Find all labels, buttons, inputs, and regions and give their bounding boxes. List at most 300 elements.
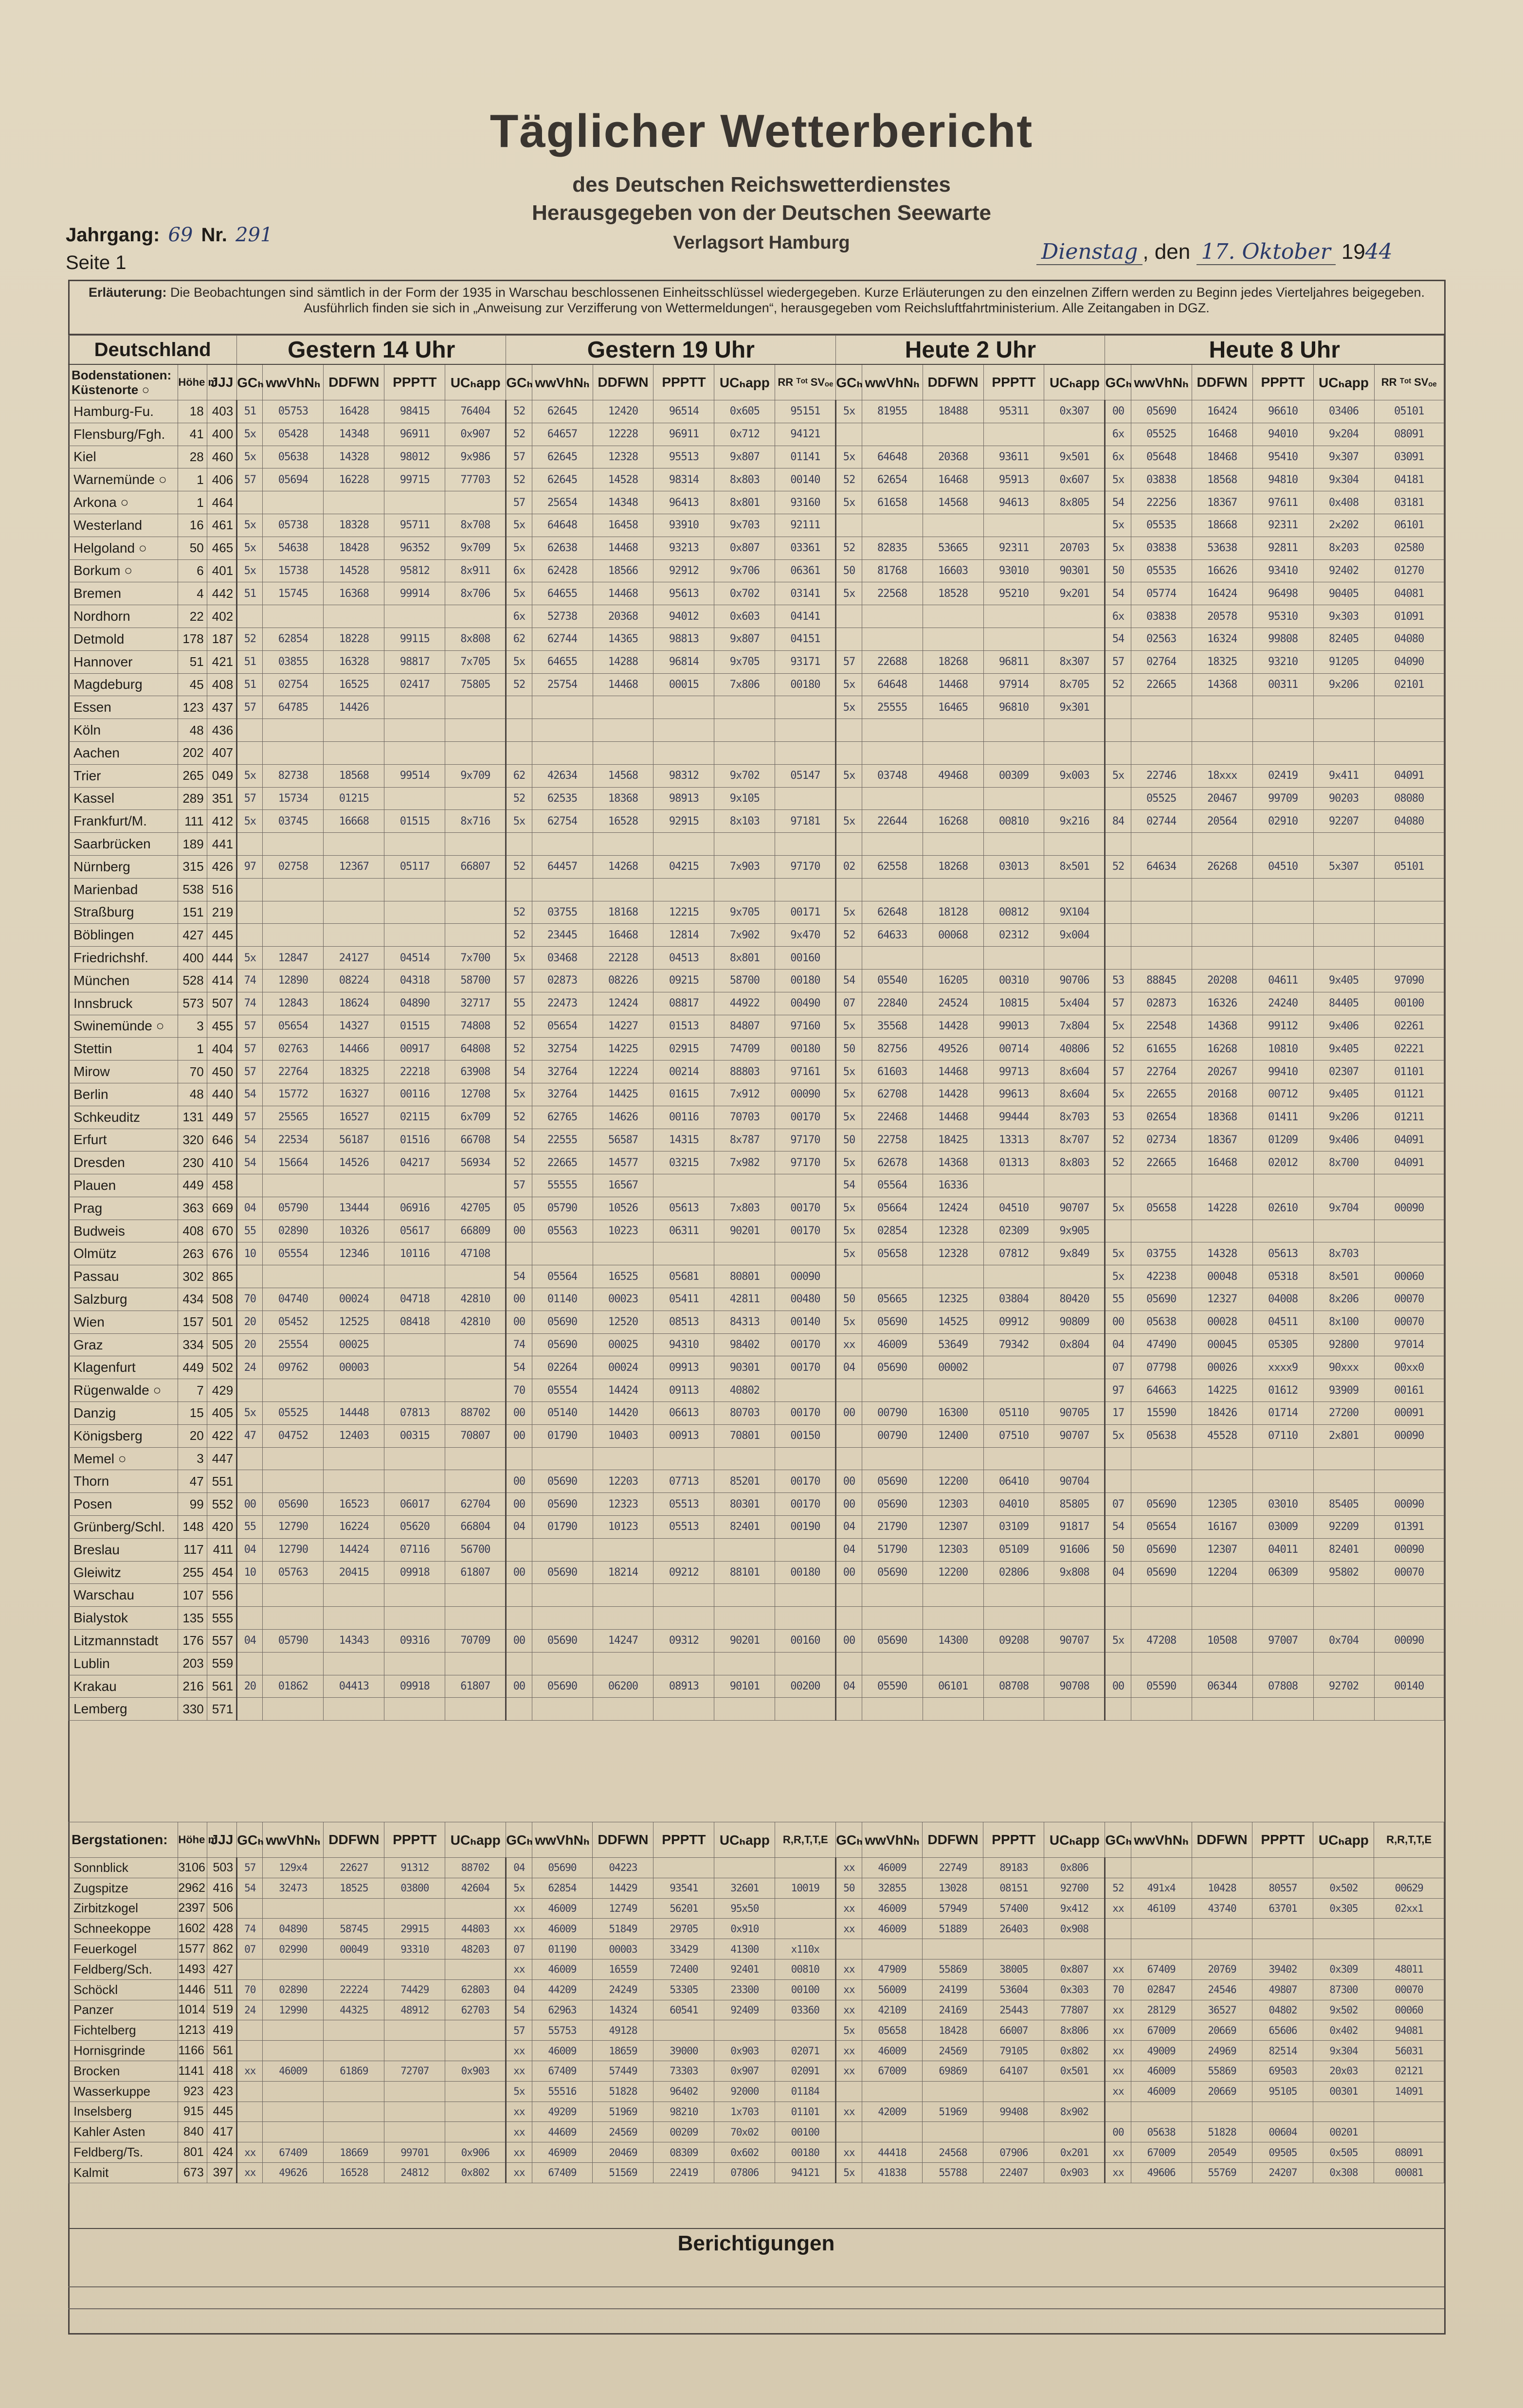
obs-cell-g19: xx [506,2122,532,2142]
obs-cell-g19: 05513 [653,1493,714,1516]
obs-cell-h8: 03755 [1131,1242,1192,1265]
obs-cell-h2 [836,1652,862,1675]
obs-cell-g14: 99701 [384,2142,445,2163]
station-hoehe: 203 [178,1652,207,1675]
obs-cell-g19: 57 [506,2020,532,2041]
obs-cell-h8: 6x [1105,423,1131,446]
obs-cell-h2 [923,719,983,742]
obs-cell-h8: 22665 [1131,1151,1192,1174]
table-row [69,1038,1444,1060]
obs-cell-g19: 51969 [593,2102,653,2122]
station-hoehe: 334 [178,1333,207,1356]
station-hoehe: 255 [178,1561,207,1584]
mountain-station-jjj: 503 [207,1858,236,1878]
obs-cell-h2 [983,719,1044,742]
station-jjj: 442 [207,582,236,605]
obs-cell-g14: 05525 [263,1402,324,1425]
obs-cell-g14: 05738 [263,514,324,537]
obs-cell-h8: 04510 [1252,855,1313,878]
obs-cell-g19: 10526 [593,1197,653,1220]
obs-cell-h2: 9x201 [1044,582,1105,605]
obs-cell-h2: 5x [836,446,862,468]
obs-cell-h8: 00045 [1192,1333,1252,1356]
obs-cell-g19: 08913 [653,1675,714,1698]
obs-cell-g14 [237,741,263,764]
obs-cell-g19: 92409 [714,2000,775,2020]
station-name: Graz [69,1333,178,1356]
obs-cell-g19 [775,1584,836,1607]
obs-cell-h8: 27200 [1313,1402,1374,1425]
mountain-station-jjj: 397 [207,2162,236,2183]
station-name: Salzburg [69,1288,178,1311]
obs-cell-g19: 5x [506,650,532,673]
obs-cell-h2: 5x [836,1083,862,1106]
obs-cell-g14 [324,741,384,764]
obs-cell-h2 [923,741,983,764]
obs-cell-h2: 20368 [923,446,983,468]
station-hoehe: 151 [178,901,207,924]
obs-cell-g19: 0x807 [714,537,775,559]
obs-cell-h2 [1044,1447,1105,1470]
obs-cell-h8: 92207 [1313,810,1374,833]
obs-cell-h8: 00060 [1374,2000,1444,2020]
obs-cell-h2 [862,719,923,742]
obs-cell-g19 [775,1242,836,1265]
obs-cell-h2 [862,1265,923,1288]
obs-cell-h8: 92702 [1313,1675,1374,1698]
obs-cell-h8 [1192,719,1252,742]
obs-cell-g19: 9x807 [714,446,775,468]
station-jjj: 429 [207,1379,236,1402]
obs-cell-h2 [862,833,923,856]
obs-cell-h8 [1192,1220,1252,1242]
obs-cell-g14 [263,1265,324,1288]
obs-cell-g19: 90301 [714,1356,775,1379]
obs-cell-h2: 00790 [862,1402,923,1425]
table-row [69,423,1444,446]
obs-cell-g14: 61807 [445,1561,506,1584]
obs-cell-g19: 98210 [653,2102,714,2122]
table-row [69,947,1444,970]
obs-cell-g14: 8x708 [445,514,506,537]
obs-cell-g14: 129x4 [263,1858,324,1878]
obs-cell-h8: 05690 [1131,1288,1192,1311]
obs-cell-g14: 6x709 [445,1106,506,1129]
obs-cell-g14: 14348 [324,423,384,446]
obs-cell-g19: 97170 [775,1151,836,1174]
obs-cell-h8: 05638 [1131,2122,1192,2142]
obs-cell-g19: 05563 [532,1220,593,1242]
obs-cell-h8: 08080 [1374,787,1444,810]
obs-cell-h2: 05540 [862,969,923,992]
station-name: Essen [69,696,178,719]
obs-cell-h2: 9x216 [1044,810,1105,833]
obs-cell-g19: 95613 [653,582,714,605]
obs-cell-h2: 5x [836,400,862,423]
column-header-row [69,364,1444,400]
col-gc: GCₕ [237,364,263,400]
obs-cell-g14 [324,1470,384,1493]
obs-cell-h8: 20208 [1192,969,1252,992]
obs-cell-h8: 9x406 [1313,1129,1374,1151]
station-hoehe: 3 [178,1447,207,1470]
obs-cell-h8: 15590 [1131,1402,1192,1425]
obs-cell-g19: 00170 [775,1493,836,1516]
obs-cell-g14: 54 [237,1151,263,1174]
obs-cell-h2: 99444 [983,1106,1044,1129]
obs-cell-h8: 24240 [1252,992,1313,1015]
obs-cell-h8: xx [1105,1959,1131,1979]
obs-cell-h8 [1192,1447,1252,1470]
obs-cell-h2: 12303 [923,1538,983,1561]
obs-cell-g14: 14328 [324,446,384,468]
obs-cell-g14 [445,1333,506,1356]
obs-cell-h2: 05690 [862,1561,923,1584]
obs-cell-h2 [983,1607,1044,1630]
obs-cell-h8: 03838 [1131,468,1192,491]
station-jjj: 460 [207,446,236,468]
obs-cell-g14: 93310 [384,1939,445,1959]
obs-cell-g19: 0x702 [714,582,775,605]
obs-cell-h2: 22568 [862,582,923,605]
obs-cell-h8 [1105,741,1131,764]
obs-cell-g14: 14466 [324,1038,384,1060]
col-ddfwn: DDFWN [1192,1822,1252,1858]
station-name: Warnemünde ○ [69,468,178,491]
obs-cell-h2: 02854 [862,1220,923,1242]
mountain-station-hoehe: 673 [178,2162,207,2183]
obs-cell-h8: 00090 [1374,1630,1444,1653]
obs-cell-g14 [445,491,506,514]
obs-cell-g19: 12520 [593,1311,653,1333]
obs-cell-h2 [836,2122,862,2142]
obs-cell-h8: 14368 [1192,673,1252,696]
obs-cell-h8: 8x501 [1313,1265,1374,1288]
obs-cell-h8: 92800 [1313,1333,1374,1356]
obs-cell-h8 [1374,1220,1444,1242]
table-row [69,1197,1444,1220]
obs-cell-h8: 18668 [1192,514,1252,537]
mountain-station-jjj: 561 [207,2041,236,2061]
obs-cell-h8: 00311 [1252,673,1313,696]
obs-cell-g19: 96413 [653,491,714,514]
obs-cell-h8: 00081 [1374,2162,1444,2183]
obs-cell-g14: 66807 [445,855,506,878]
obs-cell-h8 [1313,1939,1374,1959]
obs-cell-g19: 00160 [775,1630,836,1653]
obs-cell-g19: 04 [506,1979,532,2000]
obs-cell-h2: 0x607 [1044,468,1105,491]
obs-cell-h2: 95913 [983,468,1044,491]
mountain-station-hoehe: 1141 [178,2061,207,2081]
obs-cell-g19: 00003 [593,1939,653,1959]
obs-cell-h2 [923,1652,983,1675]
obs-cell-h8: 16424 [1192,400,1252,423]
obs-cell-g19: 57 [506,446,532,468]
obs-cell-g19: 05554 [532,1379,593,1402]
obs-cell-h2: 05110 [983,1402,1044,1425]
obs-cell-g19: 05690 [532,1333,593,1356]
group-header-row [69,336,1444,365]
obs-cell-g19: 52738 [532,605,593,628]
obs-cell-g14 [445,833,506,856]
obs-cell-h8: 05525 [1131,787,1192,810]
obs-cell-h2 [983,1939,1044,1959]
obs-cell-g14 [384,2122,445,2142]
obs-cell-g19: 52 [506,1151,532,1174]
obs-cell-h8: 14328 [1192,1242,1252,1265]
station-hoehe: 107 [178,1584,207,1607]
obs-cell-h8: 05638 [1131,1311,1192,1333]
col-ucapp: UCₕapp [1044,364,1105,400]
obs-cell-g19: 00200 [775,1675,836,1698]
obs-cell-h2: 93010 [983,559,1044,582]
obs-cell-h2: 05109 [983,1538,1044,1561]
obs-cell-h2: 22407 [983,2162,1044,2183]
obs-cell-h8: 5x [1105,1015,1131,1038]
station-hoehe: 99 [178,1493,207,1516]
obs-cell-h8: xx [1105,2000,1131,2020]
obs-cell-g19: 01790 [532,1516,593,1539]
station-name: Nürnberg [69,855,178,878]
station-name: Böblingen [69,924,178,947]
obs-cell-h2 [983,628,1044,650]
obs-cell-h8: 07798 [1131,1356,1192,1379]
obs-cell-g19 [532,741,593,764]
obs-cell-g14 [263,901,324,924]
table-row [69,1015,1444,1038]
obs-cell-g19 [775,719,836,742]
obs-cell-g14: 55 [237,1220,263,1242]
obs-cell-h2: 00810 [983,810,1044,833]
col-ucapp: UCₕapp [445,1822,506,1858]
obs-cell-g19: 00015 [653,673,714,696]
obs-cell-g14 [237,1898,263,1919]
station-hoehe: 434 [178,1288,207,1311]
obs-cell-h2 [836,1265,862,1288]
obs-cell-h2: 9x501 [1044,446,1105,468]
obs-cell-g19: 14468 [593,537,653,559]
obs-cell-g14: 04413 [324,1675,384,1698]
station-hoehe: 3 [178,1015,207,1038]
obs-cell-h2: 18528 [923,582,983,605]
obs-cell-h8: 16424 [1192,582,1252,605]
station-jjj: 407 [207,741,236,764]
obs-cell-g19 [506,1447,532,1470]
obs-cell-g14 [445,696,506,719]
obs-cell-h2: xx [836,2000,862,2020]
obs-cell-g19 [714,1447,775,1470]
table-row [69,2061,1444,2081]
station-hoehe: 20 [178,1424,207,1447]
obs-cell-g14 [237,1447,263,1470]
obs-cell-h8 [1105,1858,1131,1878]
table-row [69,696,1444,719]
obs-cell-g19: 5x [506,514,532,537]
obs-cell-h8 [1131,1447,1192,1470]
obs-cell-g14 [445,1265,506,1288]
obs-cell-g14: 16668 [324,810,384,833]
obs-cell-h8 [1374,1470,1444,1493]
station-name: Helgoland ○ [69,537,178,559]
obs-cell-h8: 0x502 [1313,1878,1374,1898]
obs-cell-g19: 84807 [714,1015,775,1038]
obs-cell-g19 [593,833,653,856]
obs-cell-h8: 03010 [1252,1493,1313,1516]
obs-cell-h8: 8x700 [1313,1151,1374,1174]
obs-cell-g19 [593,1584,653,1607]
obs-cell-g14: 12890 [263,969,324,992]
mountain-station-jjj: 424 [207,2142,236,2163]
obs-cell-g19 [506,719,532,742]
obs-cell-h8: 00090 [1374,1197,1444,1220]
obs-cell-g19: 18566 [593,559,653,582]
obs-cell-h2: xx [836,1959,862,1979]
obs-cell-g19: 05690 [532,1470,593,1493]
obs-cell-g14: 16224 [324,1516,384,1539]
station-name: Plauen [69,1174,178,1197]
obs-cell-h8 [1105,1607,1131,1630]
obs-cell-g19: 00 [506,1220,532,1242]
station-hoehe: 7 [178,1379,207,1402]
obs-cell-g19: 00025 [593,1333,653,1356]
obs-cell-h8 [1131,741,1192,764]
obs-cell-g14: xx [237,2061,263,2081]
obs-cell-g19: 9x105 [714,787,775,810]
obs-cell-g14: 20 [237,1333,263,1356]
obs-cell-h8: 9x304 [1313,2041,1374,2061]
obs-cell-h8: 12307 [1192,1538,1252,1561]
obs-cell-g19: 14568 [593,764,653,787]
obs-cell-h2 [1044,514,1105,537]
obs-cell-g19: 04141 [775,605,836,628]
obs-cell-h8: 17 [1105,1402,1131,1425]
obs-cell-h2: 05665 [862,1288,923,1311]
obs-cell-g19: 96514 [653,400,714,423]
obs-cell-g14: 04718 [384,1288,445,1311]
obs-cell-g14 [237,2102,263,2122]
obs-cell-g19: 57 [506,1174,532,1197]
obs-cell-g19: 05690 [532,1493,593,1516]
obs-cell-h2: 16465 [923,696,983,719]
report-subtitle-1: des Deutschen Reichswetterdienstes [572,173,951,197]
station-name: Grünberg/Schl. [69,1516,178,1539]
obs-cell-h8 [1374,741,1444,764]
obs-cell-h2: 8x703 [1044,1106,1105,1129]
obs-cell-g19: 16559 [593,1959,653,1979]
obs-cell-h2 [836,787,862,810]
issue-date [1036,239,1393,265]
col-wwvhn: wwVhNₕ [532,1822,593,1858]
obs-cell-g19: 42811 [714,1288,775,1311]
obs-cell-h2 [862,628,923,650]
obs-cell-g19: 14424 [593,1379,653,1402]
obs-cell-h2 [923,628,983,650]
blank-rows-area [68,1776,1444,1822]
obs-cell-h2 [1044,1698,1105,1721]
obs-cell-g14 [445,1447,506,1470]
obs-cell-g19: 94012 [653,605,714,628]
obs-cell-h2 [983,1265,1044,1288]
table-row [69,969,1444,992]
obs-cell-g19: 46909 [532,2142,593,2163]
obs-cell-h2: 12328 [923,1220,983,1242]
obs-cell-g14: 9x709 [445,537,506,559]
obs-cell-h2: 02309 [983,1220,1044,1242]
col-ppptt: PPPTT [384,1822,445,1858]
obs-cell-g19: 22419 [653,2162,714,2183]
obs-cell-g19: 44609 [532,2122,593,2142]
obs-cell-g19: 03755 [532,901,593,924]
obs-cell-g19: 06311 [653,1220,714,1242]
col-rrtte: R,R,T,T,E [1374,1822,1444,1858]
obs-cell-h2: 49468 [923,764,983,787]
obs-cell-h8 [1131,1220,1192,1242]
obs-cell-g19: 00170 [775,1197,836,1220]
col-ppptt: PPPTT [653,1822,714,1858]
obs-cell-h2: xx [836,2102,862,2122]
obs-cell-h8: 49606 [1131,2162,1192,2183]
table-row [69,468,1444,491]
obs-cell-h8: 20549 [1192,2142,1252,2163]
obs-cell-g19: 02264 [532,1356,593,1379]
obs-cell-g14: 05117 [384,855,445,878]
table-row [69,833,1444,856]
obs-cell-h2: 99613 [983,1083,1044,1106]
obs-cell-g19: 14365 [593,628,653,650]
obs-cell-g19: 03360 [775,2000,836,2020]
obs-cell-h8: 04 [1105,1561,1131,1584]
station-name: Königsberg [69,1424,178,1447]
table-row [69,1402,1444,1425]
obs-cell-h8: 18xxx [1192,764,1252,787]
obs-cell-h8: 55769 [1192,2162,1252,2183]
obs-cell-h8: 20769 [1192,1959,1252,1979]
obs-cell-g19: 62 [506,764,532,787]
obs-cell-h8: 02012 [1252,1151,1313,1174]
obs-cell-h8: 02121 [1374,2061,1444,2081]
obs-cell-h8: 03181 [1374,491,1444,514]
station-jjj: 461 [207,514,236,537]
obs-cell-g14: 01516 [384,1129,445,1151]
obs-cell-g19: 98402 [714,1333,775,1356]
obs-cell-g19: 5x [506,810,532,833]
obs-cell-h2 [1044,719,1105,742]
obs-cell-g14: 5x [237,446,263,468]
obs-cell-g14 [263,878,324,901]
obs-cell-h2: 22688 [862,650,923,673]
obs-cell-g19: 54 [506,2000,532,2020]
obs-cell-h8: 03838 [1131,605,1192,628]
obs-cell-h2: 13313 [983,1129,1044,1151]
obs-cell-g19 [506,1242,532,1265]
obs-cell-g19: xx [506,2041,532,2061]
obs-cell-g19 [775,1447,836,1470]
obs-cell-g19: 00090 [775,1083,836,1106]
obs-cell-h2: 14300 [923,1630,983,1653]
obs-cell-g19: 98312 [653,764,714,787]
obs-cell-g14: 5x [237,423,263,446]
obs-cell-h2: 12200 [923,1561,983,1584]
obs-cell-g14: 99115 [384,628,445,650]
obs-cell-g14: 14426 [324,696,384,719]
obs-cell-g19: 0x603 [714,605,775,628]
obs-cell-g14 [445,1584,506,1607]
obs-cell-h2 [1044,1652,1105,1675]
obs-cell-h8: 64663 [1131,1379,1192,1402]
mountain-station-jjj: 511 [207,1979,236,2000]
station-hoehe: 28 [178,446,207,468]
